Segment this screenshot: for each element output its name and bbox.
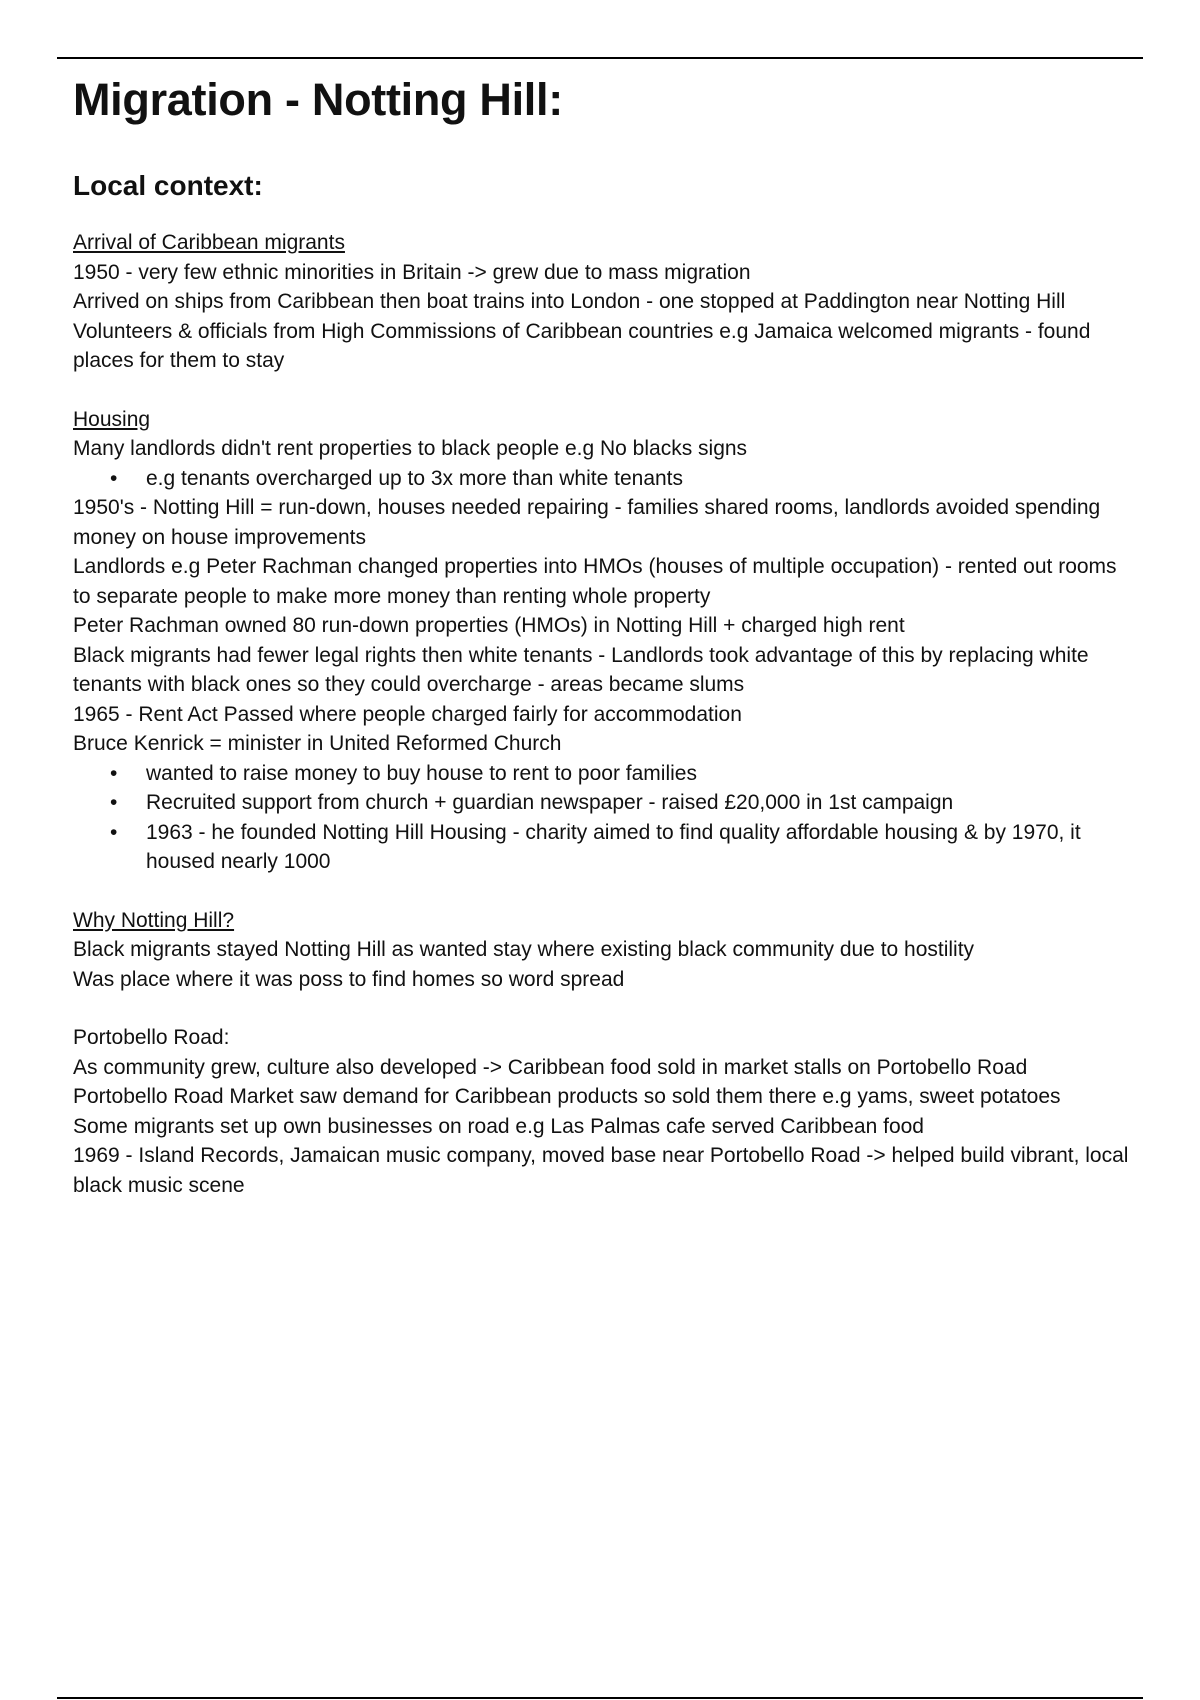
- list-item: [73, 788, 1133, 818]
- housing-line: Bruce Kenrick = minister in United Reformed Church: [73, 732, 562, 755]
- housing-bullet-list: [73, 464, 1133, 494]
- housing-line: Black migrants had fewer legal rights then white tenants - Landlords took advantage of this by replacing white tenants with black ones so they could overcharge - areas became slums: [73, 643, 1089, 696]
- list-item: [73, 759, 1133, 789]
- kenrick-bullet-list: [73, 759, 1133, 877]
- portobello-line: Portobello Road Market saw demand for Caribbean products so sold them there e.g yams, sweet potatoes: [73, 1085, 1061, 1108]
- arrival-line: Arrived on ships from Caribbean then boat trains into London - one stopped at Paddington near Notting Hill: [73, 290, 1066, 313]
- bullet-text: 1963 - he founded Notting Hill Housing - charity aimed to find quality affordable housing & by 1970, it housed nearly 1000: [146, 820, 1081, 873]
- portobello-section: [73, 1023, 1133, 1200]
- bullet-icon: •: [110, 466, 118, 490]
- bullet-text: Recruited support from church + guardian newspaper - raised £20,000 in 1st campaign: [146, 791, 954, 814]
- section-title-local-context: Local context:: [73, 170, 263, 201]
- housing-heading: Housing: [73, 407, 151, 431]
- housing-section: [73, 405, 1133, 877]
- document-page: [73, 70, 1133, 1200]
- why-line: Black migrants stayed Notting Hill as wanted stay where existing black community due to hostility: [73, 938, 975, 961]
- housing-line: Landlords e.g Peter Rachman changed properties into HMOs (houses of multiple occupation) - rented out rooms to separate people to make more money than renting whole property: [73, 555, 1117, 608]
- why-line: Was place where it was poss to find homes so word spread: [73, 967, 625, 991]
- housing-line: 1950's - Notting Hill = run-down, houses needed repairing - families shared rooms, landlords avoided spending money on house improvements: [73, 496, 1101, 549]
- top-rule: [57, 57, 1143, 59]
- bullet-icon: •: [110, 820, 118, 844]
- page-title: Migration - Notting Hill:: [73, 74, 563, 125]
- why-heading: Why Notting Hill?: [73, 908, 235, 932]
- bullet-text: wanted to raise money to buy house to rent to poor families: [146, 761, 697, 785]
- portobello-line: Some migrants set up own businesses on road e.g Las Palmas cafe served Caribbean food: [73, 1114, 924, 1138]
- why-section: [73, 906, 1133, 995]
- bullet-icon: •: [110, 791, 118, 814]
- housing-line: Peter Rachman owned 80 run-down properties (HMOs) in Notting Hill + charged high rent: [73, 614, 905, 637]
- portobello-heading: Portobello Road:: [73, 1026, 230, 1049]
- list-item: [73, 818, 1133, 877]
- arrival-line: 1950 - very few ethnic minorities in Britain -> grew due to mass migration: [73, 260, 751, 284]
- bullet-icon: •: [110, 761, 118, 785]
- arrival-section: [73, 228, 1133, 376]
- portobello-line: As community grew, culture also developed -> Caribbean food sold in market stalls on Portobello Road: [73, 1055, 1028, 1079]
- housing-line: 1965 - Rent Act Passed where people charged fairly for accommodation: [73, 702, 742, 726]
- arrival-heading: Arrival of Caribbean migrants: [73, 231, 345, 254]
- housing-line: Many landlords didn't rent properties to black people e.g No blacks signs: [73, 437, 748, 460]
- bullet-text: e.g tenants overcharged up to 3x more than white tenants: [146, 466, 684, 490]
- bottom-rule: [57, 1697, 1143, 1699]
- arrival-line: Volunteers & officials from High Commissions of Caribbean countries e.g Jamaica welcomed migrants - found places for them to stay: [73, 319, 1091, 372]
- list-item: [73, 464, 1133, 494]
- portobello-line: 1969 - Island Records, Jamaican music company, moved base near Portobello Road -> helped build vibrant, local black music scene: [73, 1144, 1129, 1197]
